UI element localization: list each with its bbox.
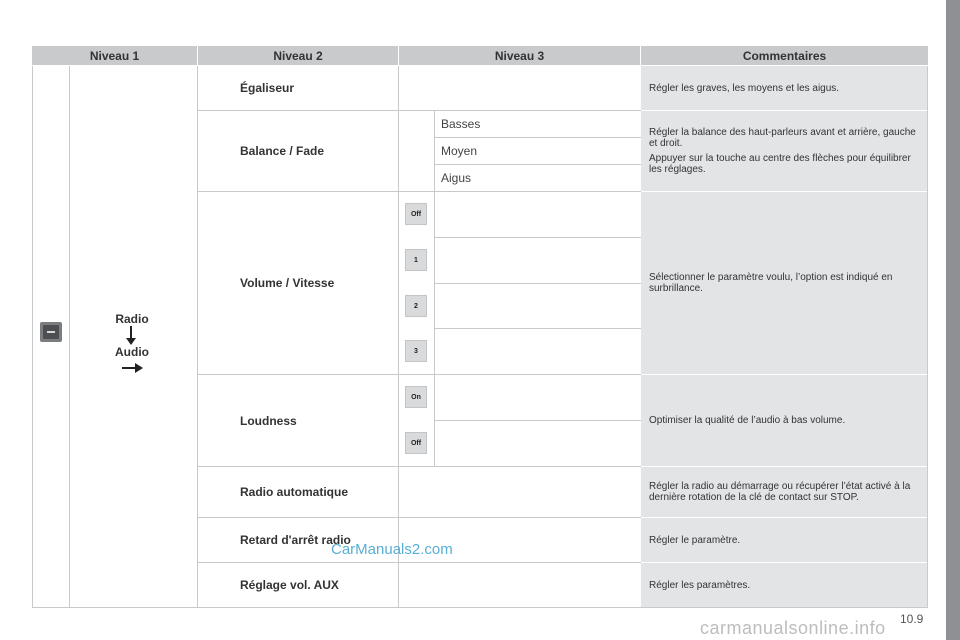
grid-line	[434, 420, 641, 421]
grid-line	[434, 110, 435, 191]
option-moyen: Moyen	[441, 144, 478, 158]
comment-volume: Sélectionner le paramètre voulu, l’option est indiqué en surbrillance.	[641, 192, 928, 374]
grid-line	[434, 328, 641, 329]
label-balance-fade: Balance / Fade	[240, 144, 325, 158]
comment-retard: Régler le paramètre.	[641, 518, 928, 562]
grid-line	[32, 66, 33, 608]
watermark: CarManuals2.com	[331, 541, 453, 558]
grid-line	[434, 237, 641, 238]
header-niveau-1: Niveau 1	[32, 46, 197, 65]
volume-1-button-icon: 1	[405, 249, 427, 271]
label-radio-automatique: Radio automatique	[240, 485, 349, 499]
label-loudness: Loudness	[240, 413, 297, 428]
loudness-off-button-icon: Off	[405, 432, 427, 454]
grid-line	[197, 66, 198, 608]
comment-balance: Régler la balance des haut-parleurs avant et arrière, gauche et droit. Appuyer sur la touche au centre des flèches pour équilibrer les réglages.	[641, 111, 928, 191]
menu-key-icon	[40, 322, 62, 342]
footer-site: carmanualsonline.info	[700, 618, 886, 638]
loudness-on-button-icon: On	[405, 386, 427, 408]
label-volume-vitesse: Volume / Vitesse	[240, 276, 335, 290]
comment-egaliseur: Régler les graves, les moyens et les aigus.	[641, 66, 928, 110]
comment-aux: Régler les paramètres.	[641, 563, 928, 607]
label-reglage-vol-aux: Réglage vol. AUX	[240, 578, 339, 592]
header-commentaires: Commentaires	[641, 46, 928, 65]
comment-radio-auto: Régler la radio au démarrage ou récupérer l’état activé à la dernière rotation de la clé de contact sur STOP.	[641, 467, 928, 517]
arrow-right-icon	[122, 361, 144, 375]
page-number: 10.9	[900, 612, 924, 626]
audio-label: Audio	[115, 345, 149, 359]
header-niveau-3: Niveau 3	[399, 46, 640, 65]
grid-line	[69, 66, 70, 608]
header-niveau-2: Niveau 2	[198, 46, 398, 65]
grid-line	[32, 607, 928, 608]
arrow-down-icon	[124, 326, 138, 346]
radio-label: Radio	[115, 312, 149, 326]
grid-line	[434, 283, 641, 284]
comment-loudness: Optimiser la qualité de l’audio à bas volume.	[641, 375, 928, 466]
volume-2-button-icon: 2	[405, 295, 427, 317]
label-egaliseur: Égaliseur	[240, 81, 295, 95]
volume-3-button-icon: 3	[405, 340, 427, 362]
label-retard-arret-radio: Retard d'arrêt radio	[240, 533, 351, 547]
option-basses: Basses	[441, 117, 481, 131]
grid-line	[398, 66, 399, 608]
volume-off-button-icon: Off	[405, 203, 427, 225]
grid-line	[927, 66, 928, 608]
option-aigus: Aigus	[441, 171, 472, 185]
page-side-tab	[946, 0, 960, 640]
